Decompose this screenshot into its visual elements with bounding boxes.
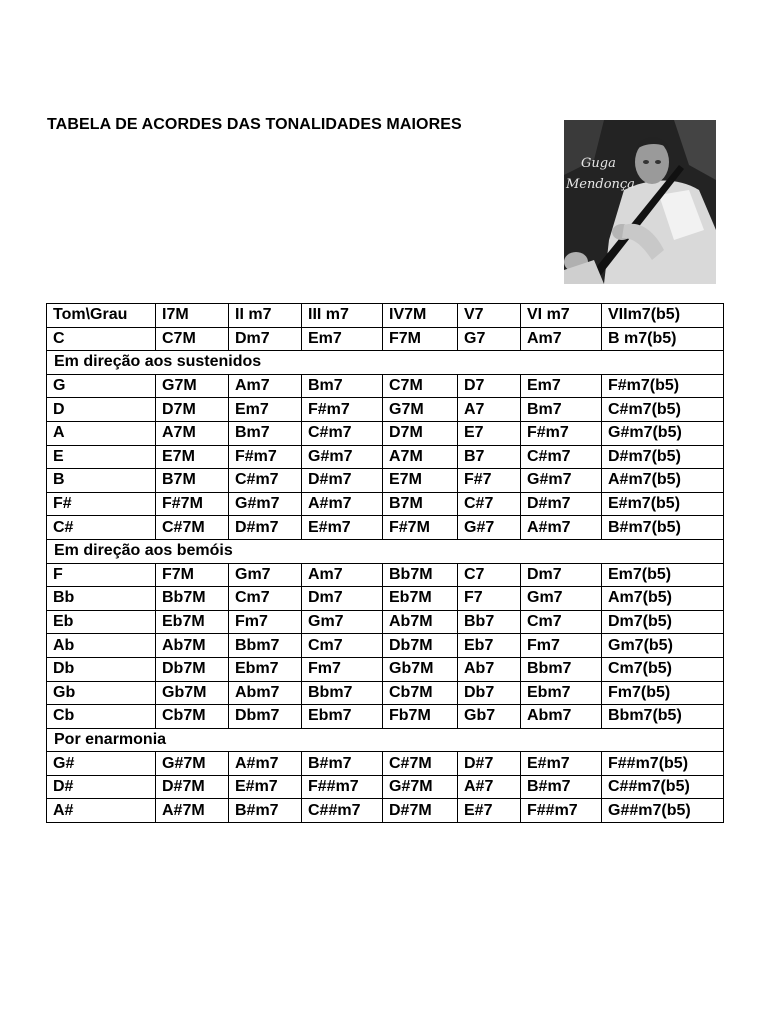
chord-cell: Ab7M — [383, 610, 458, 634]
key-cell: A — [47, 421, 156, 445]
chord-cell: B#m7 — [229, 799, 302, 823]
chord-cell: Bbm7(b5) — [602, 705, 724, 729]
chord-cell: Dm7 — [521, 563, 602, 587]
chord-cell: E#m7 — [302, 516, 383, 540]
chord-cell: C#m7(b5) — [602, 398, 724, 422]
table-row — [47, 516, 724, 540]
chord-cell: Ebm7 — [229, 657, 302, 681]
table-row — [47, 705, 724, 729]
chord-cell: Dm7(b5) — [602, 610, 724, 634]
chord-cell: Ab7 — [458, 657, 521, 681]
chord-cell: B#m7(b5) — [602, 516, 724, 540]
table-row — [47, 445, 724, 469]
chord-cell: Db7M — [383, 634, 458, 658]
chord-cell: C#7M — [383, 752, 458, 776]
chord-cell: D#m7 — [302, 469, 383, 493]
key-cell: Ab — [47, 634, 156, 658]
chord-cell: E7 — [458, 421, 521, 445]
key-cell: D# — [47, 775, 156, 799]
chord-cell: Cm7 — [521, 610, 602, 634]
chord-cell: Db7M — [156, 657, 229, 681]
chord-cell: B m7(b5) — [602, 327, 724, 351]
chord-cell: B7M — [383, 492, 458, 516]
chord-cell: Ebm7 — [302, 705, 383, 729]
header-cell: III m7 — [302, 304, 383, 328]
chord-cell: C7M — [383, 374, 458, 398]
chord-cell: Dbm7 — [229, 705, 302, 729]
chord-cell: F#m7(b5) — [602, 374, 724, 398]
chord-cell: A7M — [383, 445, 458, 469]
chord-cell: Eb7 — [458, 634, 521, 658]
section-label: Por enarmonia — [47, 728, 724, 752]
section-row — [47, 539, 724, 563]
header-cell: IV7M — [383, 304, 458, 328]
chord-cell: A#7M — [156, 799, 229, 823]
chord-cell: Am7 — [229, 374, 302, 398]
chord-table — [46, 303, 724, 823]
chord-cell: F#7M — [156, 492, 229, 516]
chord-cell: G#7M — [383, 775, 458, 799]
chord-cell: A7M — [156, 421, 229, 445]
chord-cell: G#7 — [458, 516, 521, 540]
header-cell: I7M — [156, 304, 229, 328]
chord-cell: Am7(b5) — [602, 587, 724, 611]
chord-cell: Bb7 — [458, 610, 521, 634]
chord-cell: Cm7 — [302, 634, 383, 658]
chord-cell: C##m7(b5) — [602, 775, 724, 799]
chord-cell: C##m7 — [302, 799, 383, 823]
chord-cell: G#m7 — [229, 492, 302, 516]
chord-cell: D7 — [458, 374, 521, 398]
header-cell: V7 — [458, 304, 521, 328]
chord-cell: B#m7 — [302, 752, 383, 776]
table-row — [47, 492, 724, 516]
table-row — [47, 775, 724, 799]
chord-cell: Bb7M — [383, 563, 458, 587]
chord-cell: Bb7M — [156, 587, 229, 611]
chord-cell: Em7 — [521, 374, 602, 398]
header-cell: VIIm7(b5) — [602, 304, 724, 328]
key-cell: E — [47, 445, 156, 469]
key-cell: A# — [47, 799, 156, 823]
key-cell: F# — [47, 492, 156, 516]
chord-cell: Gb7M — [156, 681, 229, 705]
key-cell: Cb — [47, 705, 156, 729]
header-cell: VI m7 — [521, 304, 602, 328]
chord-cell: Em7 — [302, 327, 383, 351]
chord-cell: G7M — [156, 374, 229, 398]
chord-cell: D#m7 — [521, 492, 602, 516]
key-cell: Db — [47, 657, 156, 681]
photo-caption-line1: Guga — [581, 156, 616, 171]
table-row — [47, 657, 724, 681]
chord-cell: B7M — [156, 469, 229, 493]
chord-cell: C#m7 — [302, 421, 383, 445]
chord-cell: F##m7 — [302, 775, 383, 799]
chord-cell: A#m7 — [521, 516, 602, 540]
chord-cell: Gm7 — [521, 587, 602, 611]
chord-cell: Fm7(b5) — [602, 681, 724, 705]
chord-cell: Gb7M — [383, 657, 458, 681]
key-cell: B — [47, 469, 156, 493]
key-cell: C# — [47, 516, 156, 540]
chord-cell: Cm7 — [229, 587, 302, 611]
artist-photo-image — [564, 120, 716, 284]
chord-cell: F#7M — [383, 516, 458, 540]
key-cell: C — [47, 327, 156, 351]
chord-cell: Em7(b5) — [602, 563, 724, 587]
chord-cell: Gm7 — [302, 610, 383, 634]
page-title: TABELA DE ACORDES DAS TONALIDADES MAIORES — [47, 116, 462, 133]
key-cell: G — [47, 374, 156, 398]
chord-cell: Abm7 — [521, 705, 602, 729]
chord-cell: Fb7M — [383, 705, 458, 729]
chord-cell: Bbm7 — [302, 681, 383, 705]
chord-cell: Fm7 — [521, 634, 602, 658]
chord-cell: G7M — [383, 398, 458, 422]
table-row — [47, 681, 724, 705]
chord-cell: Ab7M — [156, 634, 229, 658]
table-row — [47, 563, 724, 587]
key-cell: Gb — [47, 681, 156, 705]
chord-cell: F7 — [458, 587, 521, 611]
table-row — [47, 469, 724, 493]
key-cell: G# — [47, 752, 156, 776]
chord-cell: D7M — [156, 398, 229, 422]
chord-cell: E#m7 — [229, 775, 302, 799]
chord-cell: Cb7M — [156, 705, 229, 729]
chord-cell: G#m7 — [302, 445, 383, 469]
chord-cell: D#7M — [156, 775, 229, 799]
chord-cell: A#m7 — [302, 492, 383, 516]
chord-cell: Cm7(b5) — [602, 657, 724, 681]
key-cell: F — [47, 563, 156, 587]
chord-cell: Fm7 — [229, 610, 302, 634]
chord-cell: C#7M — [156, 516, 229, 540]
chord-cell: Ebm7 — [521, 681, 602, 705]
chord-cell: E7M — [383, 469, 458, 493]
chord-cell: Dm7 — [302, 587, 383, 611]
chord-cell: F##m7 — [521, 799, 602, 823]
chord-cell: Fm7 — [302, 657, 383, 681]
chord-cell: Eb7M — [156, 610, 229, 634]
chord-cell: G#m7 — [521, 469, 602, 493]
key-cell: D — [47, 398, 156, 422]
chord-cell: E#m7 — [521, 752, 602, 776]
chord-cell: E#7 — [458, 799, 521, 823]
chord-cell: Bm7 — [229, 421, 302, 445]
chord-cell: F#m7 — [521, 421, 602, 445]
chord-cell: A#7 — [458, 775, 521, 799]
chord-cell: Cb7M — [383, 681, 458, 705]
key-cell: Bb — [47, 587, 156, 611]
chord-cell: C7M — [156, 327, 229, 351]
chord-cell: Eb7M — [383, 587, 458, 611]
section-label: Em direção aos bemóis — [47, 539, 724, 563]
chord-cell: A#m7(b5) — [602, 469, 724, 493]
chord-cell: Gm7 — [229, 563, 302, 587]
chord-cell: Em7 — [229, 398, 302, 422]
table-row — [47, 752, 724, 776]
chord-cell: E#m7(b5) — [602, 492, 724, 516]
chord-cell: B7 — [458, 445, 521, 469]
header-cell: Tom\Grau — [47, 304, 156, 328]
chord-cell: G7 — [458, 327, 521, 351]
chord-cell: Db7 — [458, 681, 521, 705]
header-cell: II m7 — [229, 304, 302, 328]
section-row — [47, 351, 724, 375]
chord-cell: G##m7(b5) — [602, 799, 724, 823]
chord-cell: G#m7(b5) — [602, 421, 724, 445]
chord-cell: G#7M — [156, 752, 229, 776]
chord-cell: F#7 — [458, 469, 521, 493]
key-cell: Eb — [47, 610, 156, 634]
chord-cell: D#7 — [458, 752, 521, 776]
chord-cell: Bbm7 — [229, 634, 302, 658]
chord-cell: F7M — [156, 563, 229, 587]
chord-cell: Gb7 — [458, 705, 521, 729]
chord-cell: E7M — [156, 445, 229, 469]
chord-cell: D7M — [383, 421, 458, 445]
chord-cell: Abm7 — [229, 681, 302, 705]
chord-cell: Bm7 — [302, 374, 383, 398]
chord-cell: A7 — [458, 398, 521, 422]
chord-cell: A#m7 — [229, 752, 302, 776]
table-row — [47, 634, 724, 658]
chord-cell: F##m7(b5) — [602, 752, 724, 776]
section-row — [47, 728, 724, 752]
chord-cell: Dm7 — [229, 327, 302, 351]
chord-cell: D#7M — [383, 799, 458, 823]
chord-cell: Bbm7 — [521, 657, 602, 681]
chord-cell: Am7 — [521, 327, 602, 351]
chord-cell: D#m7(b5) — [602, 445, 724, 469]
photo-caption-line2: Mendonça — [566, 177, 635, 192]
table-row — [47, 610, 724, 634]
chord-cell: D#m7 — [229, 516, 302, 540]
chord-cell: C#m7 — [229, 469, 302, 493]
chord-cell: C7 — [458, 563, 521, 587]
chord-cell: F#m7 — [302, 398, 383, 422]
chord-cell: Bm7 — [521, 398, 602, 422]
table-row — [47, 421, 724, 445]
chord-cell: Gm7(b5) — [602, 634, 724, 658]
table-row — [47, 374, 724, 398]
artist-photo — [564, 120, 716, 284]
table-row — [47, 327, 724, 351]
chord-cell: F#m7 — [229, 445, 302, 469]
table-row — [47, 398, 724, 422]
table-row — [47, 587, 724, 611]
table-row — [47, 799, 724, 823]
chord-cell: C#7 — [458, 492, 521, 516]
chord-cell: F7M — [383, 327, 458, 351]
section-label: Em direção aos sustenidos — [47, 351, 724, 375]
chord-cell: Am7 — [302, 563, 383, 587]
chord-cell: C#m7 — [521, 445, 602, 469]
chord-cell: B#m7 — [521, 775, 602, 799]
table-header-row — [47, 304, 724, 328]
